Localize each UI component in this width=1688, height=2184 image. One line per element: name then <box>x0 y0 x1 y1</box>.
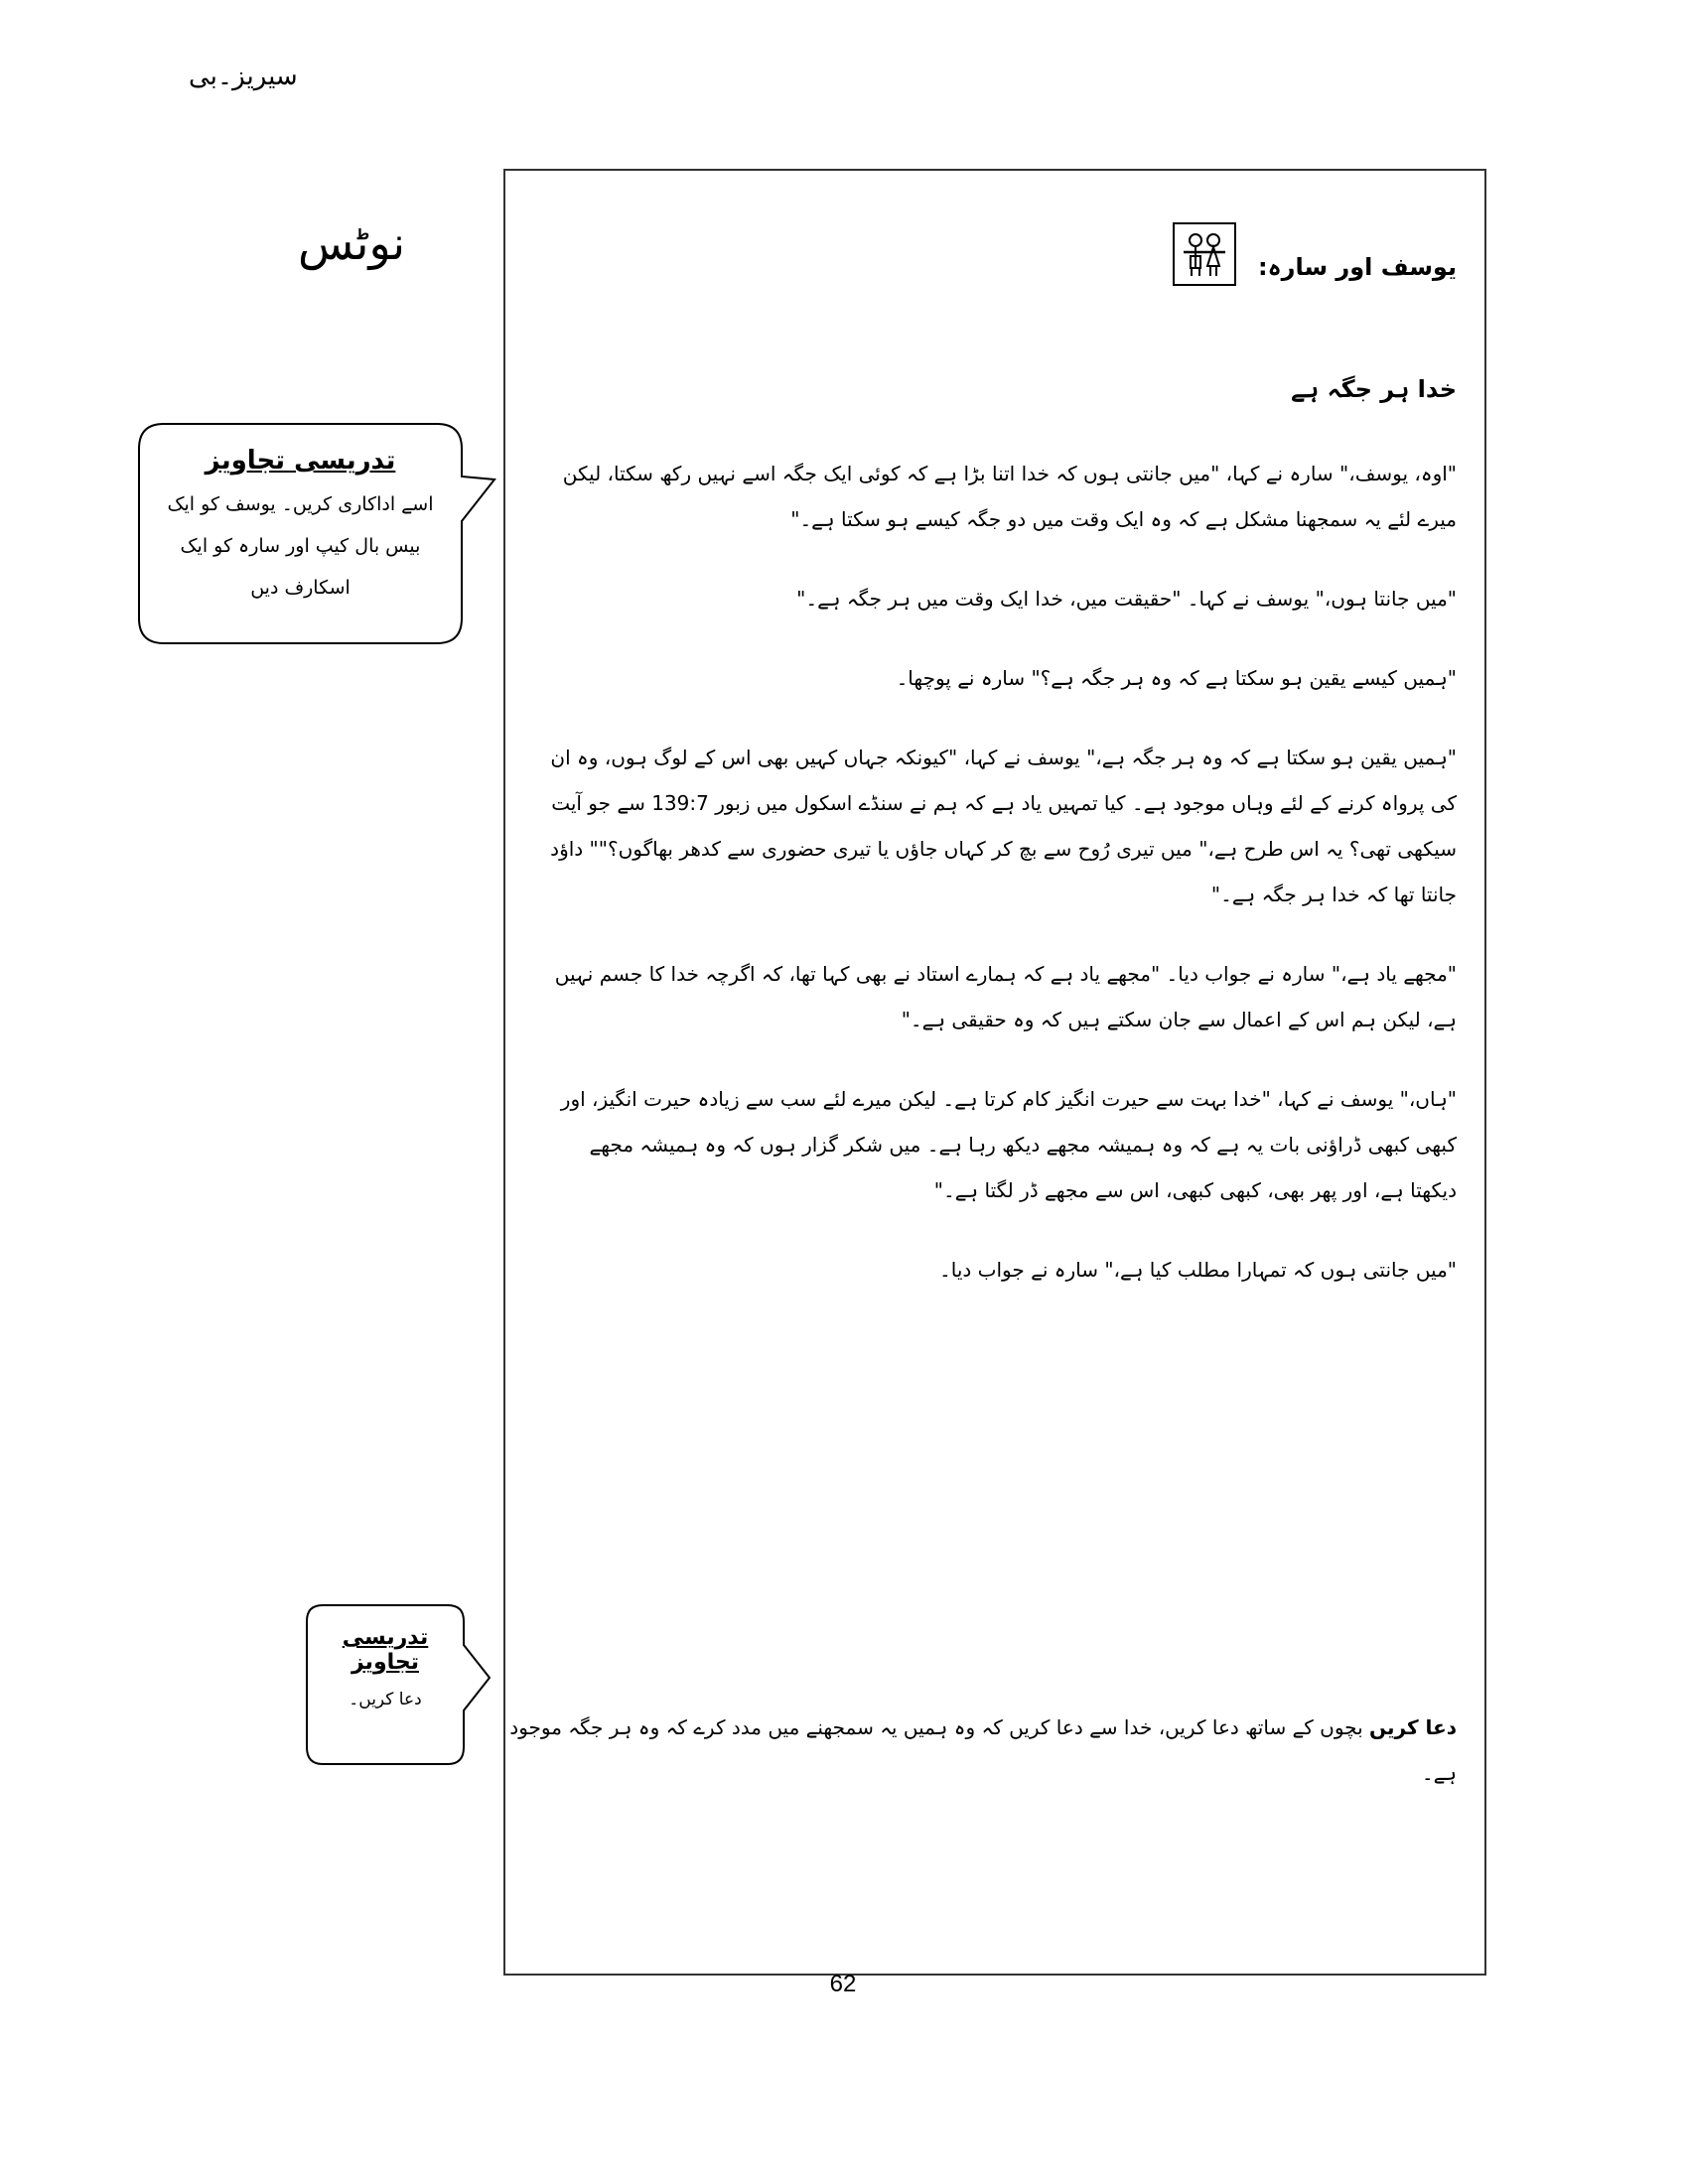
tip-line: بیس بال کیپ اور سارہ کو ایک <box>180 535 421 557</box>
story-paragraph: "اوہ، یوسف،" سارہ نے کہا، "میں جانتی ہوں کہ خدا اتنا بڑا ہے کہ کوئی ایک جگہ اسے نہیں رکھ سکتا، لیکن میرے لئے یہ سمجھنا مشکل ہے کہ وہ ایک وقت میں دو جگہ کیسے ہو سکتا ہے۔" <box>562 462 1457 531</box>
page-number: 62 <box>829 1971 857 1997</box>
characters-label: یوسف اور سارہ: <box>1257 253 1457 281</box>
story-paragraph: "ہمیں کیسے یقین ہو سکتا ہے کہ وہ ہر جگہ ہے؟" سارہ نے پوچھا۔ <box>896 666 1457 690</box>
series-label: سیریز۔بی <box>189 62 298 91</box>
tip-title: تدریسی تجاویز <box>342 1625 429 1675</box>
story-paragraph: "ہمیں یقین ہو سکتا ہے کہ وہ ہر جگہ ہے،" یوسف نے کہا، "کیونکہ جہاں کہیں بھی اس کے لوگ ہوں، وہ ان کی پرواہ کرنے کے لئے وہاں موجود ہے۔ کیا تمہیں یاد ہے کہ ہم نے سنڈے اسکول میں زبور 139:7 سے جو آیت سیکھی تھی؟ یہ اس طرح ہے،" میں تیری رُوح سے بچ کر کہاں جاؤں یا تیری حضوری سے کدھر بھاگوں؟"" داؤد جانتا تھا کہ خدا ہر جگہ ہے۔" <box>550 746 1457 906</box>
notes-title: نوٹس <box>298 216 406 270</box>
tip-title: تدریسی تجاویز <box>205 446 396 476</box>
tip-line: دعا کریں۔ <box>349 1690 422 1709</box>
tip-line: اسکارف دیں <box>250 577 351 599</box>
tip-line: اسے اداکاری کریں۔ یوسف کو ایک <box>167 493 434 515</box>
prayer-label: دعا کریں <box>1369 1715 1457 1739</box>
prayer-text: بچوں کے ساتھ دعا کریں، خدا سے دعا کریں کہ وہ ہمیں یہ سمجھنے میں مدد کرے کہ وہ ہر جگہ موجود ہے۔ <box>509 1715 1457 1785</box>
teaching-tip-bubble-1 <box>119 422 496 665</box>
story-paragraph: "میں جانتی ہوں کہ تمہارا مطلب کیا ہے،" سارہ نے جواب دیا۔ <box>939 1258 1457 1282</box>
prayer-instruction <box>505 1705 1457 1796</box>
children-icon <box>1173 222 1236 286</box>
lesson-header <box>1173 222 1457 286</box>
story-text <box>545 451 1457 1326</box>
story-paragraph: "ہاں،" یوسف نے کہا، "خدا بہت سے حیرت انگیز کام کرتا ہے۔ لیکن میرے لئے سب سے زیادہ حیرت انگیز، اور کبھی کبھی ڈراؤنی بات یہ ہے کہ وہ ہمیشہ مجھے دیکھ رہا ہے۔ میں شکر گزار ہوں کہ وہ ہمیشہ مجھے دیکھتا ہے، اور پھر بھی، کبھی کبھی، اس سے مجھے ڈر لگتا ہے۔" <box>560 1087 1457 1202</box>
lesson-content-box <box>503 169 1486 1976</box>
lesson-heading: خدا ہر جگہ ہے <box>1291 375 1457 403</box>
story-paragraph: "میں جانتا ہوں،" یوسف نے کہا۔ "حقیقت میں، خدا ایک وقت میں ہر جگہ ہے۔" <box>796 587 1457 611</box>
teaching-tip-bubble-2 <box>303 1603 492 1767</box>
story-paragraph: "مجھے یاد ہے،" سارہ نے جواب دیا۔ "مجھے یاد ہے کہ ہمارے استاد نے بھی کہا تھا، کہ اگرچہ خدا کا جسم نہیں ہے، لیکن ہم اس کے اعمال سے جان سکتے ہیں کہ وہ حقیقی ہے۔" <box>554 962 1457 1031</box>
